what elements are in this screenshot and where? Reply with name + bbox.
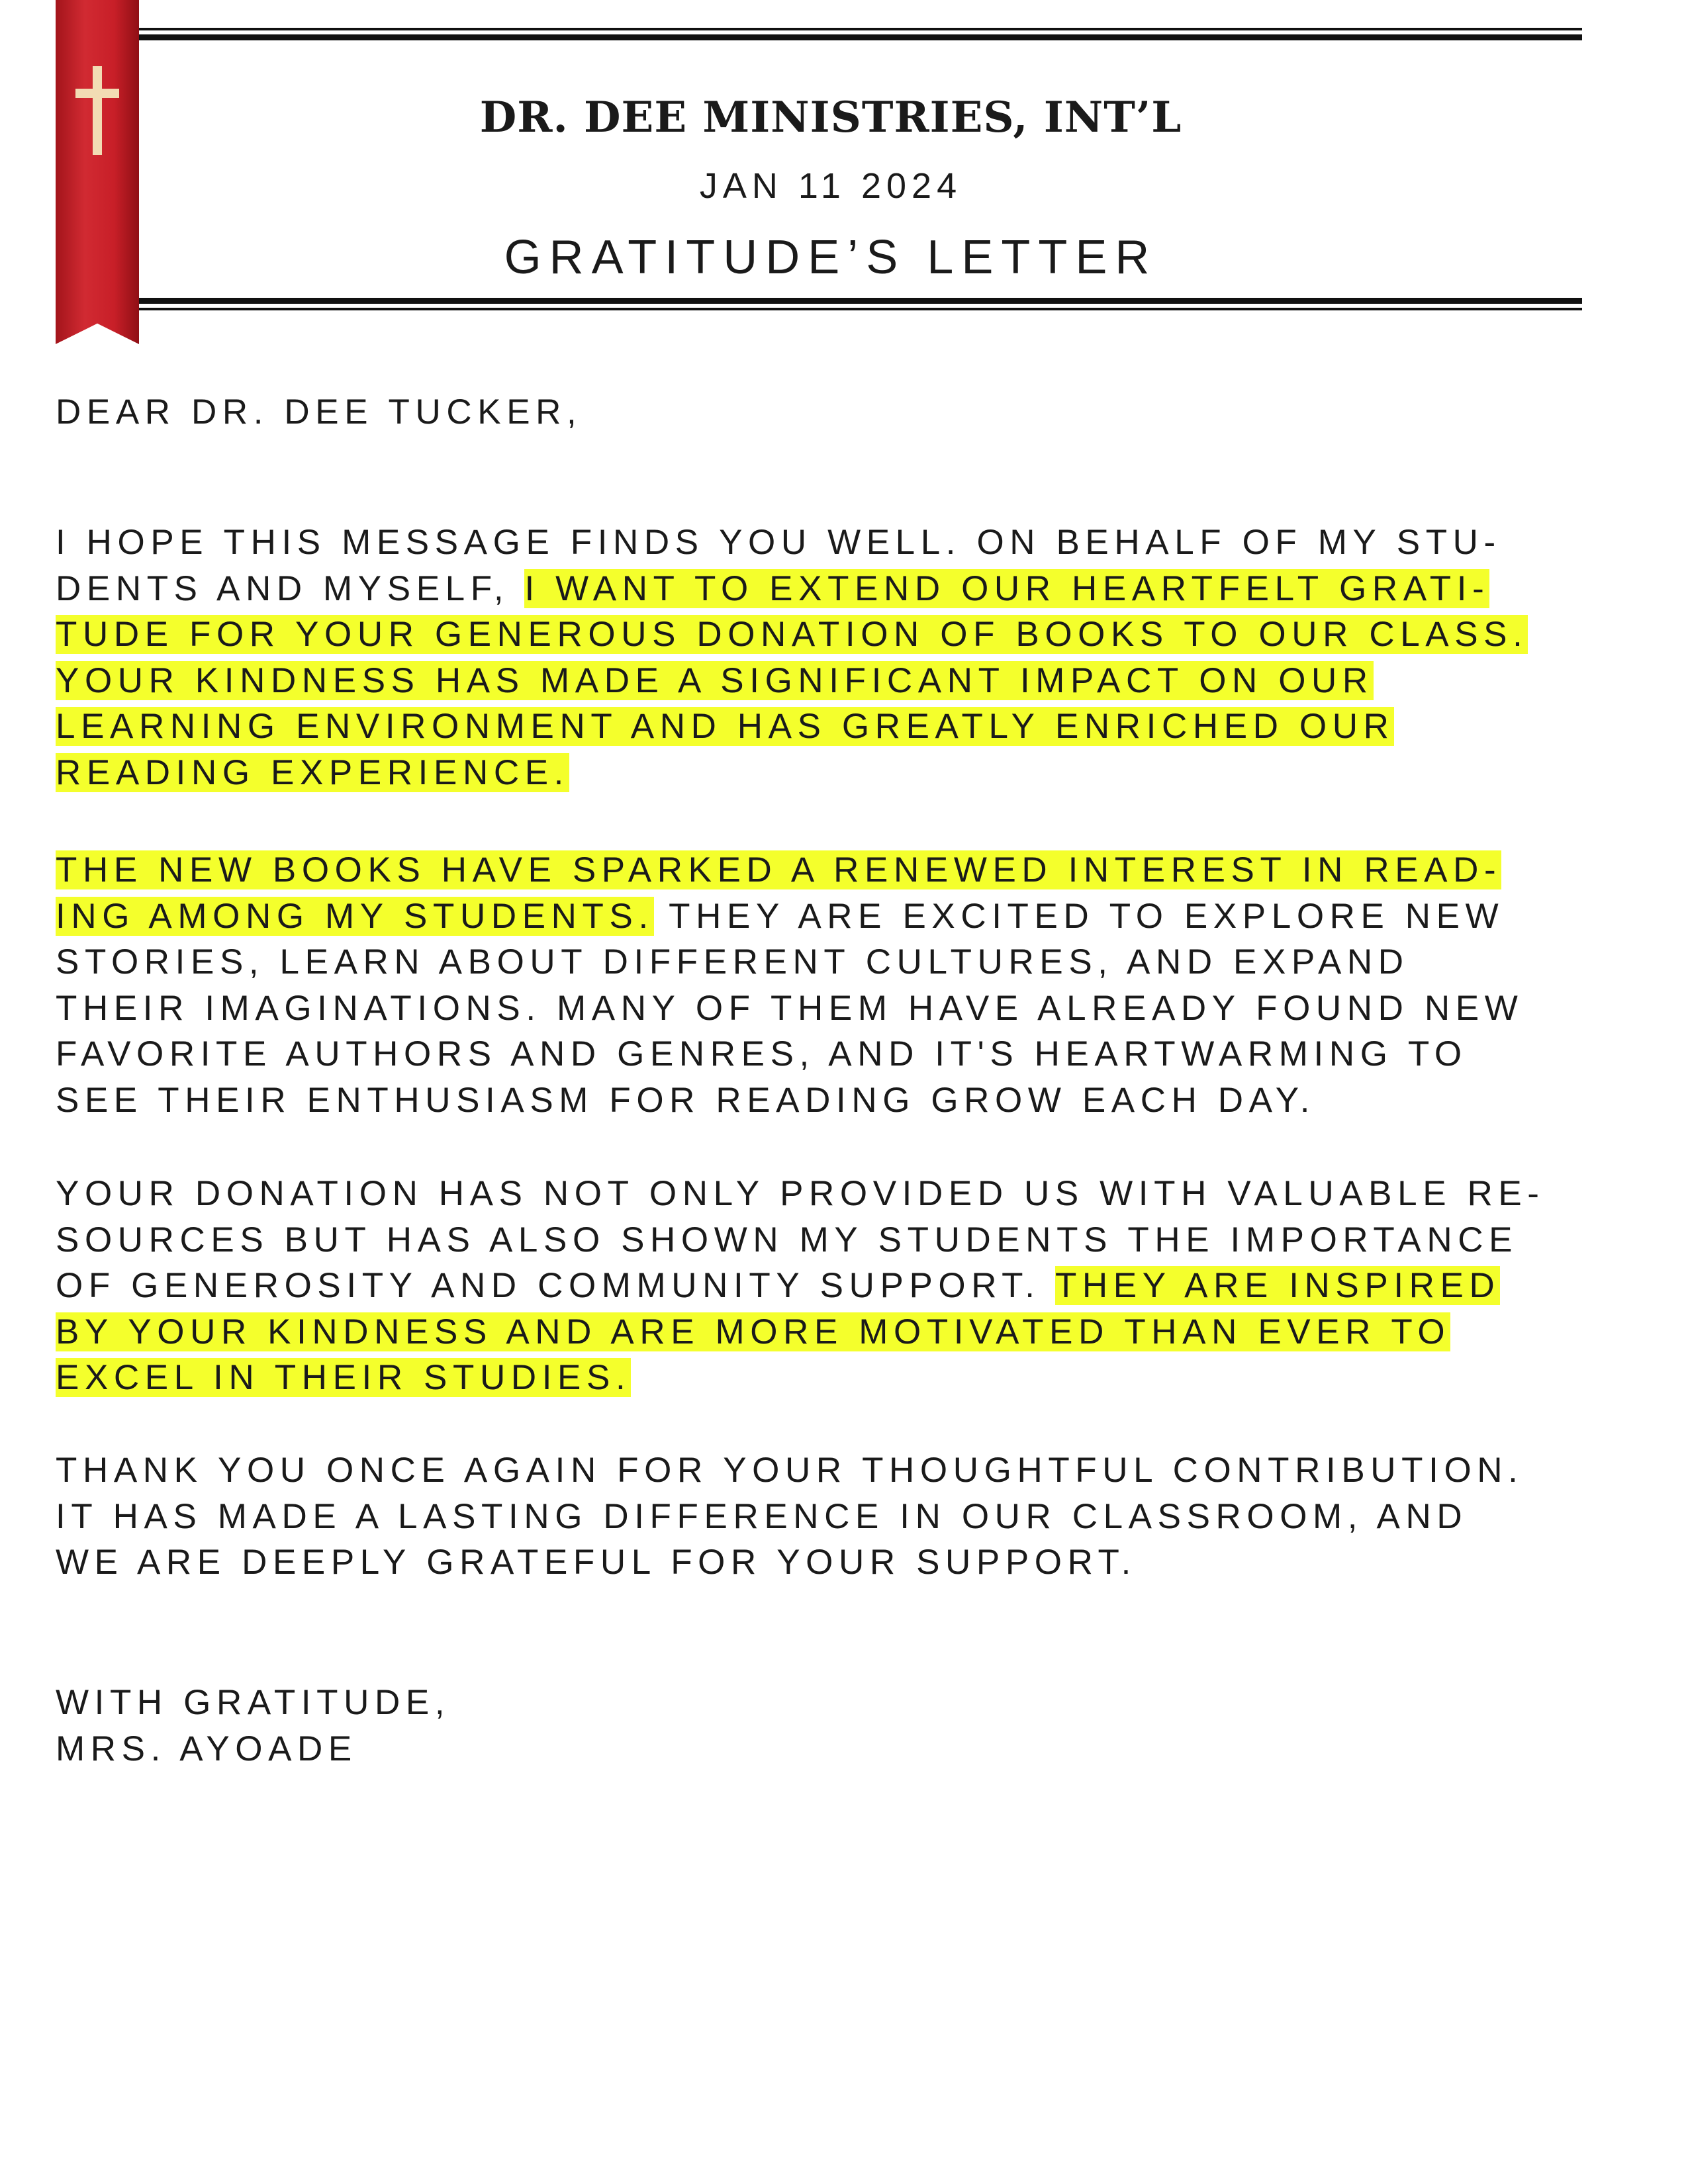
highlighted-text: READING EXPERIENCE. [56,752,569,792]
highlighted-text: EXCEL IN THEIR STUDIES. [56,1358,632,1397]
paragraph-line: DENTS AND MYSELF, I WANT TO EXTEND OUR HEARTFELT GRATI- [56,569,1490,608]
highlighted-text: THEY ARE INSPIRED [1055,1266,1501,1305]
closing: WITH GRATITUDE, [56,1683,451,1722]
header-rule-bottom-thick [139,298,1582,304]
paragraph-line: SOURCES BUT HAS ALSO SHOWN MY STUDENTS THE IMPORTANCE [56,1220,1519,1259]
letter-date: JAN 11 2024 [699,166,962,206]
closing-block [56,1680,1658,1772]
paragraph-line: ING AMONG MY STUDENTS. THEY ARE EXCITED TO EXPLORE NEW [56,896,1505,936]
highlighted-text: BY YOUR KINDNESS AND ARE MORE MOTIVATED THAN EVER TO [56,1312,1451,1351]
highlighted-text: THE NEW BOOKS HAVE SPARKED A RENEWED INTEREST IN READ- [56,850,1502,889]
header-rule-bottom-thin [139,308,1582,310]
highlighted-text: TUDE FOR YOUR GENEROUS DONATION OF BOOKS TO OUR CLASS. [56,615,1528,654]
signature: MRS. AYOADE [56,1729,357,1768]
paragraph-line: OF GENEROSITY AND COMMUNITY SUPPORT. THEY ARE INSPIRED [56,1266,1501,1305]
organization-name: DR. DEE MINISTRIES, INT’L [479,93,1182,142]
salutation: DEAR DR. DEE TUCKER, [56,392,583,432]
paragraph-line: THANK YOU ONCE AGAIN FOR YOUR THOUGHTFUL CONTRIBUTION. [56,1451,1524,1490]
paragraph-line: WE ARE DEEPLY GRATEFUL FOR YOUR SUPPORT. [56,1543,1137,1582]
highlighted-text: I WANT TO EXTEND OUR HEARTFELT GRATI- [524,569,1490,608]
letter-title: GRATITUDE’S LETTER [504,231,1158,284]
highlighted-text: ING AMONG MY STUDENTS. [56,896,654,936]
paragraph-line: IT HAS MADE A LASTING DIFFERENCE IN OUR CLASSROOM, AND [56,1496,1468,1536]
paragraph-line: FAVORITE AUTHORS AND GENRES, AND IT'S HEARTWARMING TO [56,1034,1468,1073]
paragraph-line: STORIES, LEARN ABOUT DIFFERENT CULTURES, AND EXPAND [56,942,1409,981]
header-rule-top-thick [139,34,1582,40]
paragraph-line: YOUR DONATION HAS NOT ONLY PROVIDED US WITH VALUABLE RE- [56,1174,1545,1213]
paragraph-line: THEIR IMAGINATIONS. MANY OF THEM HAVE ALREADY FOUND NEW [56,988,1524,1028]
paragraph-4 [56,1447,1658,1586]
paragraph-3 [56,1171,1658,1401]
highlighted-text: LEARNING ENVIRONMENT AND HAS GREATLY ENRICHED OUR [56,707,1395,746]
paragraph-line: SEE THEIR ENTHUSIASM FOR READING GROW EACH DAY. [56,1080,1316,1120]
paragraph-1 [56,520,1658,796]
header-rule-top-thin [139,28,1582,30]
highlighted-text: YOUR KINDNESS HAS MADE A SIGNIFICANT IMPACT ON OUR [56,660,1374,700]
paragraph-2 [56,847,1658,1123]
paragraph-line: I HOPE THIS MESSAGE FINDS YOU WELL. ON BEHALF OF MY STU- [56,523,1501,562]
